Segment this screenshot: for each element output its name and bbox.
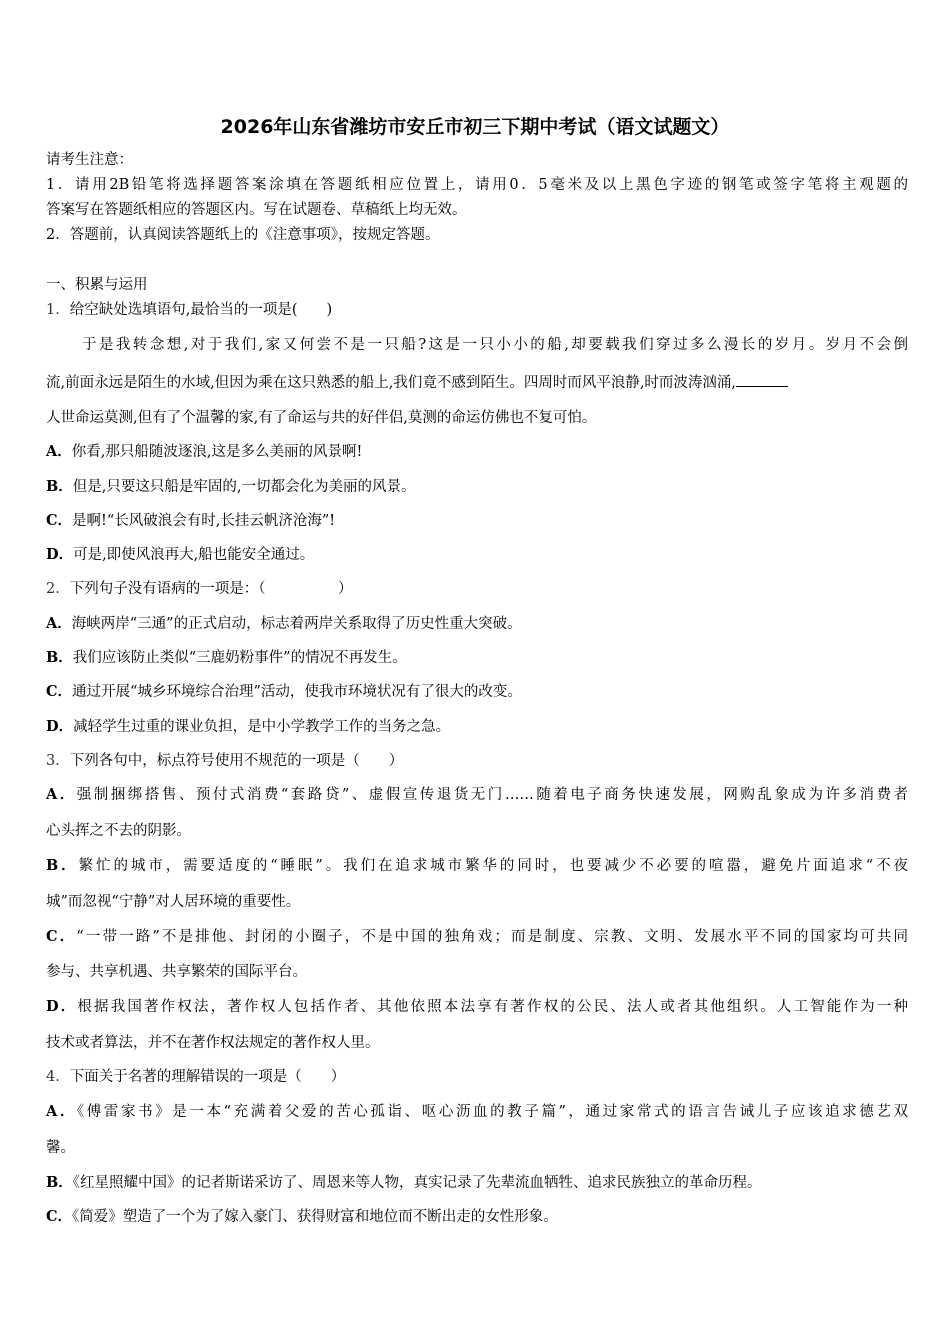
option-label: A．: [46, 443, 72, 460]
option-text: 通过开展“城乡环境综合治理”活动，使我市环境状况有了很大的改变。: [72, 684, 522, 700]
option-text: 减轻学生过重的课业负担，是中小学教学工作的当务之急。: [73, 719, 451, 735]
notice-heading: 请考生注意：: [46, 152, 133, 168]
option-text: 海峡两岸“三通”的正式启动，标志着两岸关系取得了历史性重大突破。: [71, 616, 522, 632]
question-number: 3．: [46, 753, 70, 769]
option-text: 可是,即使风浪再大,船也能安全通过。: [73, 547, 315, 563]
section-heading: 一、积累与运用: [46, 277, 148, 293]
option-c: [46, 511, 908, 531]
option-d: [46, 997, 908, 1017]
option-label: C．: [46, 928, 77, 945]
option-label: C．: [46, 683, 73, 700]
option-label: C．: [46, 1208, 73, 1225]
question-number: 1．: [46, 302, 70, 318]
option-text: 是啊!“长风破浪会有时,长挂云帆济沧海”!: [72, 513, 336, 529]
passage-line-2: [46, 372, 908, 393]
option-c-cont: 参与、共享机遇、共享繁荣的国际平台。: [46, 964, 307, 980]
option-text: 繁忙的城市，需要适度的“睡眠”。我们在追求城市繁华的同时，也要减少不必要的喧嚣，避免片面追求“不夜: [78, 858, 909, 874]
question-4-stem: [46, 1067, 908, 1087]
option-label: D．: [46, 718, 74, 735]
question-text: 下列各句中，标点符号使用不规范的一项是（ ）: [69, 753, 404, 769]
option-b-cont: 城”而忽视“宁静”对人居环境的重要性。: [46, 894, 301, 910]
option-text: 强制捆绑搭售、预付式消费“套路贷”、虚假宣传退货无门……随着电子商务快速发展，网购乱象成为许多消费者: [76, 787, 908, 803]
option-label: B．: [46, 649, 73, 666]
option-text: 我们应该防止类似“三鹿奶粉事件”的情况不再发生。: [72, 650, 407, 666]
page-title: 2026年山东省潍坊市安丘市初三下期中考试（语文试题文）: [220, 116, 730, 138]
notice-line-2: 2．答题前，认真阅读答题纸上的《注意事项》，按规定答题。: [46, 227, 440, 243]
option-a: [46, 442, 908, 462]
option-c: [46, 682, 908, 702]
question-number: 4．: [46, 1069, 70, 1085]
option-c: [46, 927, 908, 947]
option-c: [46, 1207, 908, 1227]
question-number: 2．: [46, 581, 70, 597]
option-label: B．: [46, 857, 79, 874]
option-b: [46, 648, 908, 668]
question-3-stem: [46, 751, 908, 771]
option-text: 你看,那只船随波逐浪,这是多么美丽的风景啊!: [71, 444, 363, 460]
passage-line-1: 于是我转念想,对于我们,家又何尝不是一只船?这是一只小小的船,却要载我们穿过多么漫长的岁月。岁月不会倒: [82, 337, 908, 353]
question-text: 下列句子没有语病的一项是：（ ）: [69, 581, 353, 597]
option-label: D．: [46, 998, 78, 1015]
passage-text: 流,前面永远是陌生的水域,但因为乘在这只熟悉的船上,我们竟不感到陌生。四周时而风平浪静,时而波涛汹涌,: [46, 375, 737, 391]
option-label: B．: [46, 478, 73, 495]
option-text: 但是,只要这只船是牢固的,一切都会化为美丽的风景。: [72, 479, 416, 495]
option-b: [46, 856, 908, 876]
option-label: B．: [46, 1174, 73, 1191]
option-d-cont: 技术或者算法，并不在著作权法规定的著作权人里。: [46, 1035, 380, 1051]
option-d: [46, 545, 908, 565]
option-a: [46, 785, 908, 805]
option-d: [46, 717, 908, 737]
notice-line-1: 1．请用2B铅笔将选择题答案涂填在答题纸相应位置上，请用0．5毫米及以上黑色字迹的钢笔或签字笔将主观题的: [46, 177, 908, 193]
option-label: C．: [46, 512, 73, 529]
option-label: D．: [46, 546, 74, 563]
passage-line-3: 人世命运莫测,但有了个温馨的家,有了命运与共的好伴侣,莫测的命运仿佛也不复可怕。: [46, 410, 597, 426]
option-b: [46, 1173, 908, 1193]
option-a: [46, 1102, 908, 1122]
question-1-stem: [46, 300, 908, 320]
option-label: A．: [46, 786, 77, 803]
option-text: “一带一路”不是排他、封闭的小圈子，不是中国的独角戏；而是制度、宗教、文明、发展水平不同的国家均可共同: [76, 929, 908, 945]
question-text: 给空缺处选填语句,最恰当的一项是( ): [69, 302, 333, 318]
option-label: A．: [46, 615, 72, 632]
option-a: [46, 614, 908, 634]
question-text: 下面关于名著的理解错误的一项是（ ）: [69, 1069, 346, 1085]
option-text: 《傅雷家书》是一本“充满着父爱的苦心孤诣、呕心沥血的教子篇”，通过家常式的语言告诫儿子应该追求德艺双: [76, 1104, 908, 1120]
option-text: 《简爱》塑造了一个为了嫁入豪门、获得财富和地位而不断出走的女性形象。: [72, 1209, 558, 1225]
answer-blank: [736, 372, 788, 387]
option-text: 根据我国著作权法，著作权人包括作者、其他依照本法享有著作权的公民、法人或者其他组织。人工智能作为一种: [77, 999, 908, 1015]
option-b: [46, 477, 908, 497]
option-text: 《红星照耀中国》的记者斯诺采访了、周恩来等人物，真实记录了先辈流血牺牲、追求民族独立的革命历程。: [72, 1175, 762, 1191]
notice-line-1b: 答案写在答题纸相应的答题区内。写在试题卷、草稿纸上均无效。: [46, 202, 467, 218]
question-2-stem: [46, 579, 908, 599]
option-a-cont: 馨。: [46, 1140, 75, 1156]
option-a-cont: 心头挥之不去的阴影。: [46, 823, 191, 839]
option-label: A．: [46, 1103, 77, 1120]
